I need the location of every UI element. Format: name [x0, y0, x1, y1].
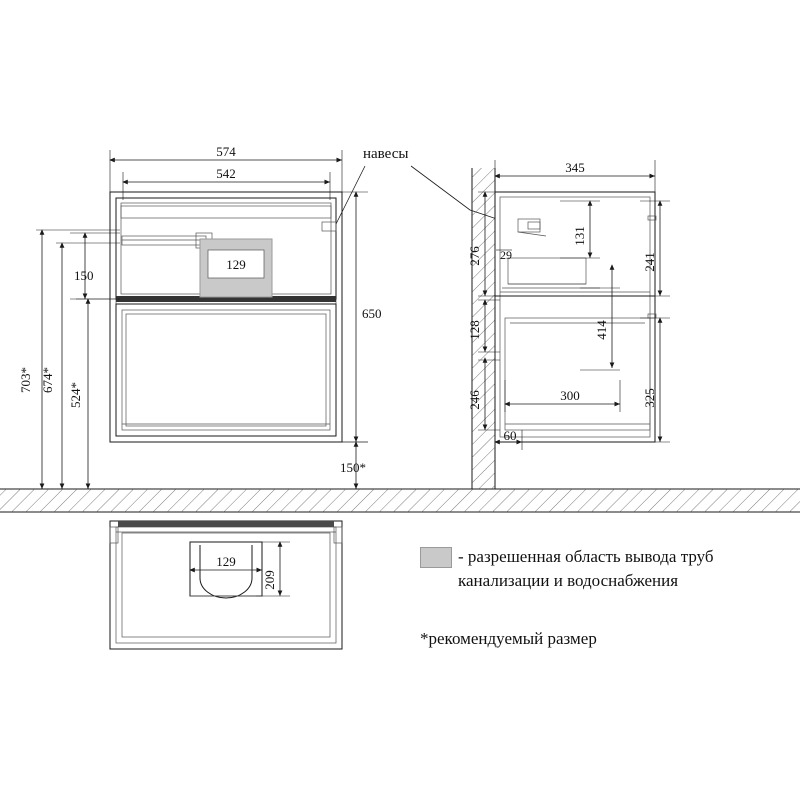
floor-line	[0, 489, 800, 512]
dim-pipe-window-width: 129	[226, 257, 246, 272]
dim-drawer-top-height: 150	[74, 268, 94, 283]
front-view-cabinet	[110, 192, 342, 442]
dim-cutout-depth: 209	[262, 570, 277, 590]
legend-line2: канализации и водоснабжения	[458, 571, 679, 590]
dim-mid-128: 128	[467, 320, 482, 340]
dim-lower-246: 246	[467, 390, 482, 410]
top-view-cabinet	[110, 521, 342, 649]
dim-width-inner: 542	[216, 166, 236, 181]
dim-upper-241: 241	[642, 252, 657, 272]
dim-height-total: 650	[362, 306, 382, 321]
dim-depth-345: 345	[565, 160, 585, 175]
dim-upper-131: 131	[572, 226, 587, 246]
dim-lower-414: 414	[594, 320, 609, 340]
legend	[420, 545, 780, 649]
dim-base-60: 60	[503, 428, 517, 443]
dim-height-524: 524*	[68, 382, 83, 408]
legend-swatch-pipe-zone	[420, 547, 452, 568]
legend-pipe-zone-text	[458, 545, 714, 593]
dim-cutout-width: 129	[216, 554, 236, 569]
dim-from-wall-276: 276	[467, 246, 482, 266]
dim-width-outer: 574	[216, 144, 236, 159]
dim-offset-29: 29	[500, 248, 512, 262]
legend-line1: - разрешенная область вывода труб	[458, 547, 714, 566]
dim-height-703: 703*	[18, 367, 33, 393]
dim-height-674: 674*	[40, 367, 55, 393]
label-hinges: навесы	[363, 146, 409, 162]
legend-recommended-note: *рекомендуемый размер	[420, 629, 597, 648]
dim-floor-gap: 150*	[340, 460, 366, 475]
dim-inner-300: 300	[560, 388, 580, 403]
dim-lower-325: 325	[642, 388, 657, 408]
legend-pipe-zone-row	[420, 545, 780, 593]
